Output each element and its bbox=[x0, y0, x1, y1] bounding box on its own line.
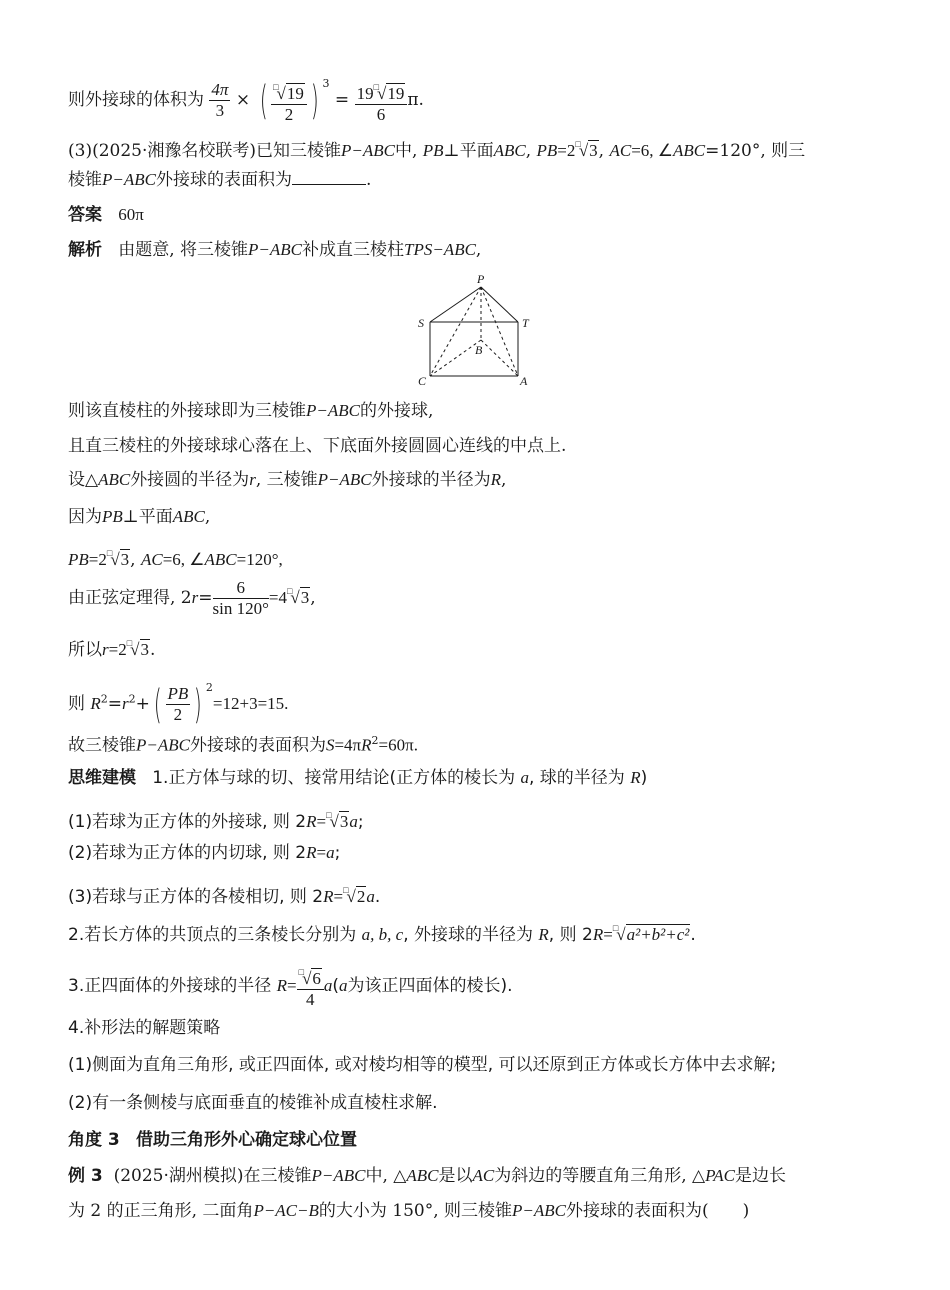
solution-line-3: 设△ABC外接圆的半径为r, 三棱锥P−ABC外接球的半径为R, bbox=[68, 470, 507, 490]
label-A: A bbox=[520, 374, 528, 388]
model-line-8: (2)有一条侧棱与底面垂直的棱锥补成直棱柱求解. bbox=[68, 1093, 438, 1113]
text: 则外接球的体积为 bbox=[68, 90, 204, 110]
label-B: B bbox=[475, 343, 483, 357]
problem-3-line-1: (3)(2025·湘豫名校联考)已知三棱锥P−ABC中, PB⊥平面ABC, PB=2□√3, AC=6, ∠ABC=120°, 则三 bbox=[68, 139, 806, 161]
solution-line-8: 则 $R^2=r^2+$( $\frac{PB}{2}$ ) $^2$=12+3=15. bbox=[68, 681, 289, 728]
edge-BA bbox=[481, 340, 518, 376]
model-line-6: 4.补形法的解题策略 bbox=[68, 1018, 221, 1038]
model-line-5: 3.正四面体的外接球的半径 R= $\frac{^□√6}{4}$ a(a为该正四面体的棱长). bbox=[68, 962, 513, 1010]
model-line-1: (1)若球为正方体的外接球, 则 2R=□√3a; bbox=[68, 810, 364, 832]
edge-SP bbox=[430, 287, 481, 322]
angle-heading: 角度 3 借助三角形外心确定球心位置 bbox=[68, 1130, 357, 1150]
fraction-root6-4: $\frac{^□√6}{4}$ bbox=[297, 962, 324, 1010]
solution-line-4: 因为PB⊥平面ABC, bbox=[68, 507, 211, 527]
fraction-pb-2: $\frac{PB}{2}$ bbox=[167, 684, 189, 724]
prism-figure bbox=[414, 272, 604, 392]
fraction-sine: $\frac{6}{\sin 120^\circ}$ bbox=[212, 578, 269, 618]
edge-PA bbox=[481, 287, 518, 376]
fraction-result: $\frac{19^□√19}{6}$ bbox=[355, 77, 408, 125]
solution-line-7: 所以r=2□√3. bbox=[68, 638, 156, 660]
solution-line-6: 由正弦定理得, 2r= $\frac{6}{\sin 120^\circ}$ =4□√3, bbox=[68, 578, 316, 618]
edge-PC bbox=[430, 287, 481, 376]
label-S: S bbox=[418, 316, 424, 330]
example-3-line-1: 例 3 (2025·湖州模拟)在三棱锥P−ABC中, △ABC是以AC为斜边的等腰直角三角形, △PAC是边长 bbox=[68, 1166, 787, 1186]
model-line-7: (1)侧面为直角三角形, 或正四面体, 或对棱均相等的模型, 可以还原到正方体或长方体中去求解; bbox=[68, 1055, 777, 1075]
fraction-root19-2: $\frac{^□√19}{2}$ bbox=[271, 77, 307, 125]
solution-line-5: PB=2□√3, AC=6, ∠ABC=120°, bbox=[68, 548, 283, 570]
example-3-line-2: 为 2 的正三角形, 二面角P−AC−B的大小为 150°, 则三棱锥P−ABC外接球的表面积为( ) bbox=[68, 1201, 750, 1221]
model-line-3: (3)若球与正方体的各棱相切, 则 2R=□√2a. bbox=[68, 885, 381, 907]
answer-label: 答案 bbox=[68, 205, 102, 225]
model-line-0: 思维建模 1.正方体与球的切、接常用结论(正方体的棱长为 a, 球的半径为 R) bbox=[68, 768, 648, 788]
problem-3-line-2: 棱锥P−ABC外接球的表面积为 . bbox=[68, 170, 372, 190]
label-C: C bbox=[418, 374, 427, 388]
model-line-2: (2)若球为正方体的内切球, 则 2R=a; bbox=[68, 843, 341, 863]
analysis-line: 解析 由题意, 将三棱锥P−ABC补成直三棱柱TPS−ABC, bbox=[68, 240, 482, 260]
answer-line: 答案 60π bbox=[68, 205, 144, 225]
edge-PT bbox=[481, 287, 518, 322]
solution-line-1: 则该直棱柱的外接球即为三棱锥P−ABC的外接球, bbox=[68, 401, 434, 421]
edge-BC bbox=[430, 340, 481, 376]
fraction-4pi-3: $\frac{4\pi}{3}$ bbox=[211, 80, 229, 120]
label-P: P bbox=[477, 272, 485, 286]
solution-line-9: 故三棱锥P−ABC外接球的表面积为$S=4\pi R^2=60\pi$. bbox=[68, 734, 418, 756]
model-line-4: 2.若长方体的共顶点的三条棱长分别为 a, b, c, 外接球的半径为 R, 则 2R=□√a²+b²+c². bbox=[68, 923, 696, 945]
solution-line-2: 且直三棱柱的外接球球心落在上、下底面外接圆圆心连线的中点上. bbox=[68, 436, 567, 456]
answer-blank bbox=[292, 168, 366, 185]
label-T: T bbox=[522, 316, 529, 330]
analysis-label: 解析 bbox=[68, 240, 102, 260]
volume-line: 则外接球的体积为 $\frac{4\pi}{3}$ × ( $\frac{^□√19}{2}$ ) $^3$ = $\frac{19^□√19}{6}$ π. bbox=[68, 77, 424, 124]
